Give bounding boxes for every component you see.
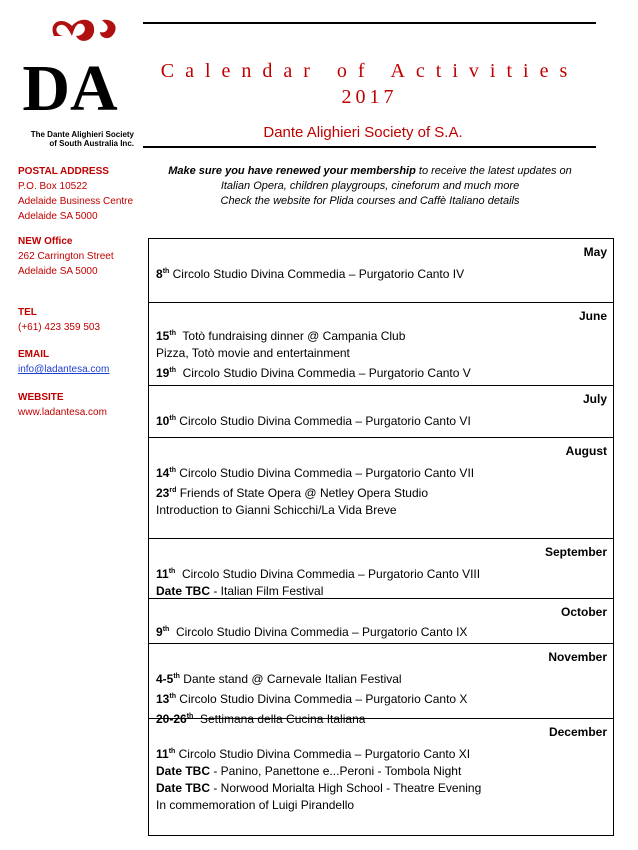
- email-block: EMAIL info@ladantesa.com: [18, 349, 110, 375]
- event-item: [156, 345, 471, 362]
- event-item: [156, 763, 481, 780]
- month-june: [149, 303, 613, 386]
- date-suffix: th: [173, 673, 180, 680]
- event-date: 15th: [156, 329, 176, 343]
- event-date: 20-26th: [156, 712, 194, 726]
- month-december: [149, 719, 613, 837]
- event-date: 14th: [156, 466, 176, 480]
- title-year: 2017: [341, 86, 398, 108]
- month-name: September: [544, 545, 607, 559]
- calendar-table: [148, 238, 614, 836]
- event-item: [156, 621, 467, 641]
- month-july: [149, 386, 613, 438]
- event-text: - Panino, Panettone e...Peroni - Tombola Night: [210, 764, 462, 778]
- month-name: December: [548, 725, 607, 739]
- dante-society-logo: [14, 14, 126, 114]
- date-suffix: rd: [169, 487, 177, 494]
- event-list: [156, 743, 481, 814]
- telephone: TEL (+61) 423 359 503: [18, 307, 101, 333]
- month-october: [149, 599, 613, 644]
- event-item: [156, 325, 471, 345]
- event-list: [156, 621, 467, 641]
- event-item: [156, 583, 480, 600]
- event-date: 23rd: [156, 486, 177, 500]
- event-text: Circolo Studio Divina Commedia – Purgatorio Canto IV: [169, 267, 465, 281]
- title-text: Calendar of Activities: [160, 60, 579, 82]
- event-item: [156, 743, 481, 763]
- month-name: July: [582, 392, 607, 406]
- event-date: 9th: [156, 625, 170, 639]
- event-list: [156, 563, 480, 600]
- event-date: 19th: [156, 366, 176, 380]
- event-text: Pizza, Totò movie and entertainment: [156, 346, 350, 360]
- event-list: [156, 410, 471, 430]
- event-text: Introduction to Gianni Schicchi/La Vida Breve: [156, 503, 397, 517]
- month-may: [149, 239, 613, 303]
- event-date: 11th: [156, 747, 176, 761]
- event-text: Circolo Studio Divina Commedia – Purgatorio Canto VIII: [175, 567, 481, 581]
- event-date: Date TBC: [156, 584, 211, 598]
- date-suffix: th: [169, 367, 176, 374]
- logo-letters: DA: [22, 52, 118, 114]
- event-text: Circolo Studio Divina Commedia – Purgatorio Canto VI: [175, 414, 471, 428]
- date-suffix: th: [169, 693, 176, 700]
- event-item: [156, 797, 481, 814]
- intro-text: Make sure you have renewed your membership to receive the latest updates on Italian Opera, children playgroups, cineforum and much more Check the website for Plida courses and Caffè Italiano details: [168, 165, 572, 207]
- event-text: Circolo Studio Divina Commedia – Purgatorio Canto V: [175, 366, 471, 380]
- event-text: In commemoration of Luigi Pirandello: [156, 798, 355, 812]
- top-divider: [143, 22, 596, 24]
- event-date: Date TBC: [156, 781, 211, 795]
- date-suffix: th: [168, 748, 176, 755]
- date-suffix: th: [162, 268, 170, 275]
- month-name: August: [565, 444, 607, 458]
- date-suffix: th: [169, 415, 176, 422]
- date-suffix: th: [186, 713, 194, 720]
- month-name: May: [583, 245, 607, 259]
- event-list: [156, 263, 464, 283]
- logo-caption: The Dante Alighieri Society of South Australia Inc.: [30, 130, 134, 148]
- website-link[interactable]: www.ladantesa.com: [18, 407, 107, 418]
- logo-ribbon-icon: [53, 20, 95, 41]
- header-divider: [143, 146, 596, 148]
- event-item: [156, 263, 464, 283]
- website-block: WEBSITE www.ladantesa.com: [18, 392, 107, 418]
- month-november: [149, 644, 613, 726]
- date-suffix: th: [169, 330, 176, 337]
- event-date: 11th: [156, 567, 176, 581]
- event-item: [156, 482, 474, 502]
- date-suffix: th: [162, 626, 170, 633]
- event-item: [156, 780, 481, 797]
- event-text: Totò fundraising dinner @ Campania Club: [175, 329, 406, 343]
- event-text: Settimana della Cucina Italiana: [193, 712, 366, 726]
- page-title: [143, 58, 596, 110]
- event-text: Circolo Studio Divina Commedia – Purgatorio Canto XI: [175, 747, 471, 761]
- event-text: - Norwood Morialta High School - Theatre Evening: [210, 781, 482, 795]
- event-item: [156, 668, 467, 688]
- event-list: [156, 462, 474, 519]
- event-text: Circolo Studio Divina Commedia – Purgatorio Canto X: [175, 692, 468, 706]
- date-suffix: th: [168, 568, 176, 575]
- office-address: NEW Office 262 Carrington Street Adelaide SA 5000: [18, 236, 114, 277]
- event-item: [156, 410, 471, 430]
- event-date: Date TBC: [156, 764, 211, 778]
- event-list: [156, 325, 471, 382]
- event-item: [156, 563, 480, 583]
- event-text: - Italian Film Festival: [210, 584, 324, 598]
- event-item: [156, 462, 474, 482]
- event-date: 8th: [156, 267, 170, 281]
- month-august: [149, 438, 613, 539]
- month-september: [149, 539, 613, 599]
- society-name: Dante Alighieri Society of S.A.: [263, 124, 463, 141]
- event-text: Dante stand @ Carnevale Italian Festival: [179, 672, 402, 686]
- event-date: 13th: [156, 692, 176, 706]
- event-text: Friends of State Opera @ Netley Opera Studio: [176, 486, 428, 500]
- event-item: [156, 362, 471, 382]
- event-date: 4-5th: [156, 672, 180, 686]
- event-item: [156, 502, 474, 519]
- event-text: Circolo Studio Divina Commedia – Purgatorio Canto VII: [175, 466, 475, 480]
- event-item: [156, 688, 467, 708]
- month-name: June: [578, 309, 607, 323]
- email-link[interactable]: info@ladantesa.com: [18, 364, 110, 375]
- postal-address: POSTAL ADDRESS P.O. Box 10522 Adelaide Business Centre Adelaide SA 5000: [18, 166, 134, 222]
- date-suffix: th: [169, 467, 176, 474]
- month-name: October: [560, 605, 607, 619]
- event-text: Circolo Studio Divina Commedia – Purgatorio Canto IX: [169, 625, 468, 639]
- event-date: 10th: [156, 414, 176, 428]
- month-name: November: [548, 650, 607, 664]
